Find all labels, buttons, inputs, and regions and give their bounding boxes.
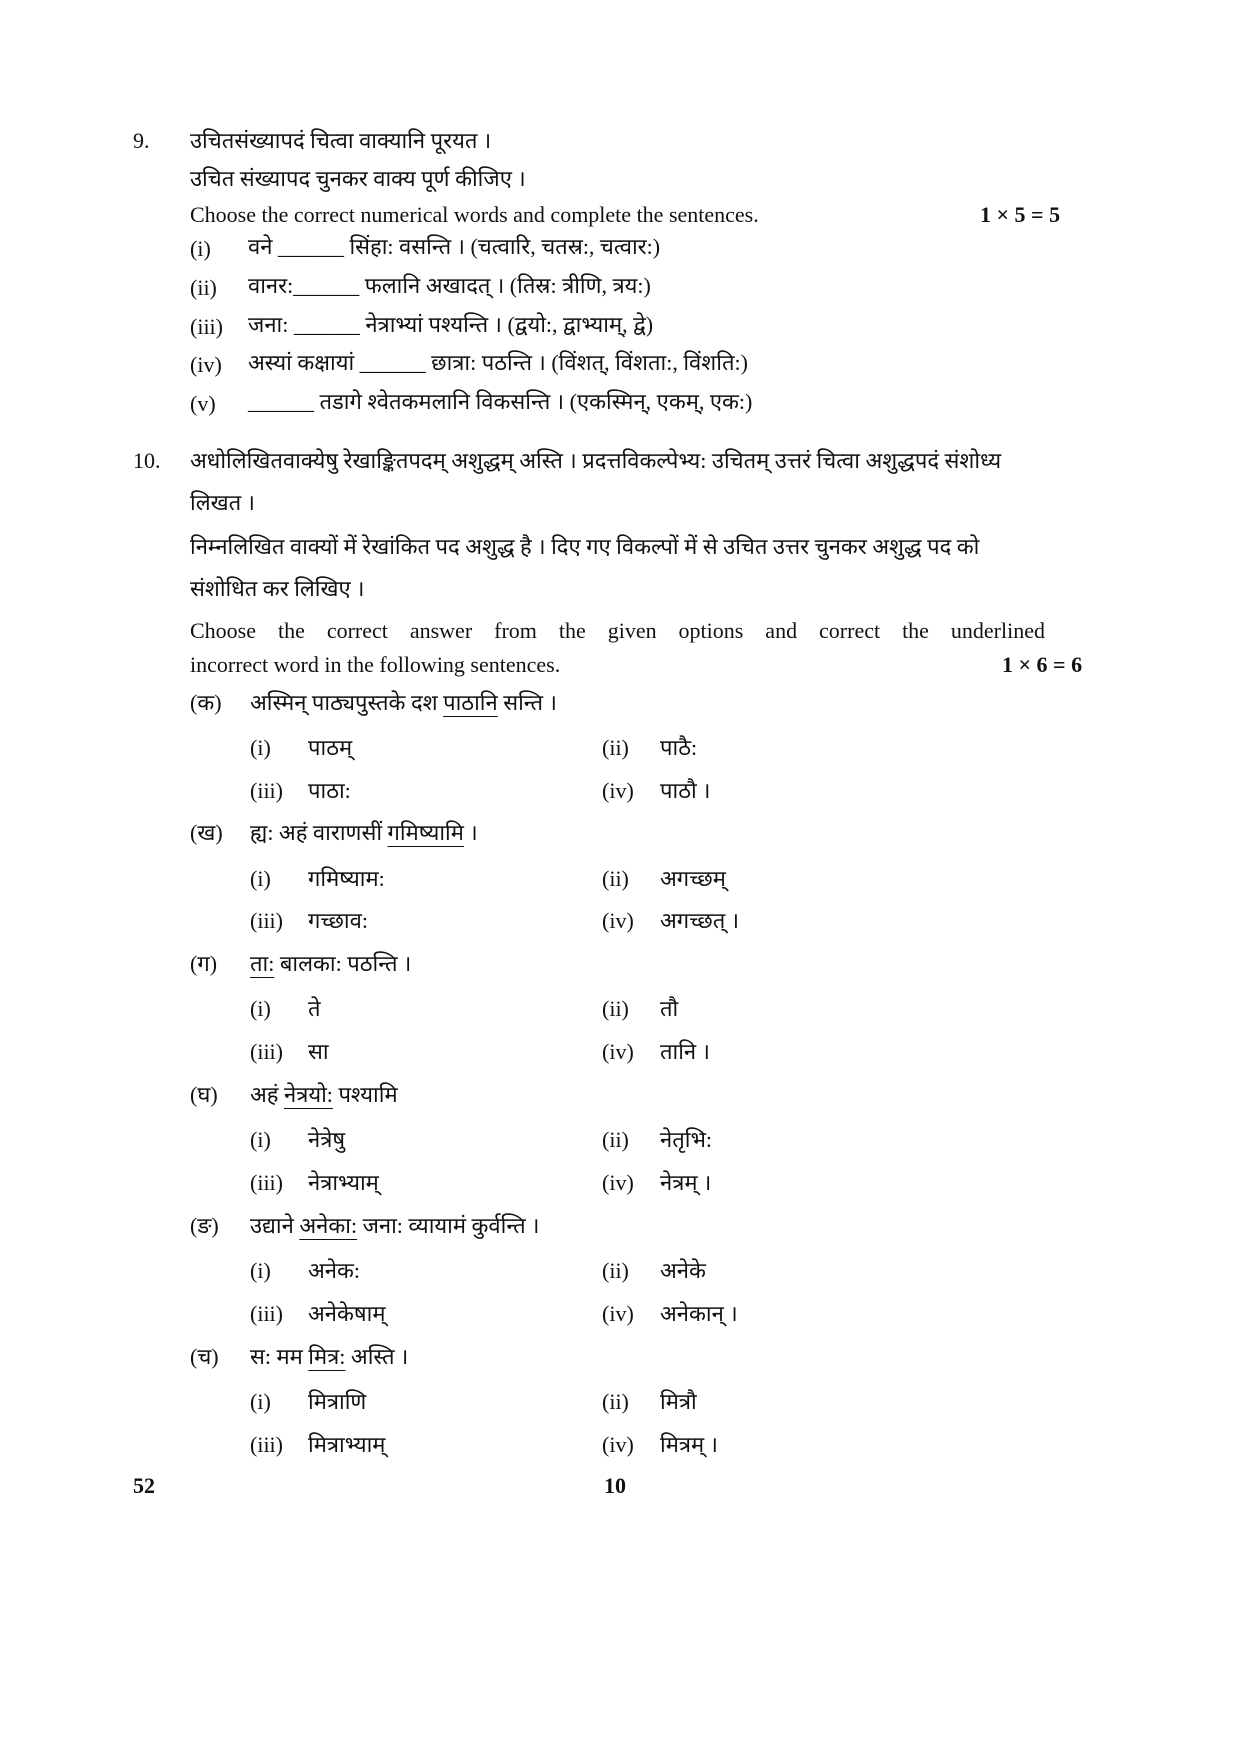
option-num: (iv) <box>602 1432 634 1457</box>
option-text: अनेक: <box>308 1258 361 1283</box>
q10-part-sentence: उद्याने अनेका: जना: व्यायामं कुर्वन्ति । <box>250 1213 540 1238</box>
option-num: (ii) <box>602 996 629 1021</box>
q10-marks: 1 × 6 = 6 <box>1002 652 1083 677</box>
q9-item-num: (ii) <box>190 275 217 300</box>
q9-item-num: (iii) <box>190 314 223 339</box>
q10-hindi-instruction: निम्नलिखित वाक्यों में रेखांकित पद अशुद्ध है । दिए गए विकल्पों में से उचित उत्तर चुनकर अशुद्ध पद को <box>190 534 980 559</box>
option-num: (iii) <box>250 1301 283 1326</box>
q9-item-num: (iv) <box>190 352 222 377</box>
q9-item-text: वानर:______ फलानि अखादत् । (तिस्र: त्रीणि, त्रय:) <box>248 273 651 298</box>
option-num: (ii) <box>602 735 629 760</box>
option-num: (i) <box>250 1127 271 1152</box>
q9-hindi-instruction: उचित संख्यापद चुनकर वाक्य पूर्ण कीजिए । <box>190 166 526 191</box>
option-text: नेत्रम् । <box>660 1170 712 1195</box>
q10-english-instruction-cont: incorrect word in the following sentences. <box>190 652 561 677</box>
q10-english-instruction: Choose the correct answer from the given options and correct the underlined <box>190 618 1045 643</box>
option-num: (iv) <box>602 778 634 803</box>
q10-part-letter: (क) <box>190 690 222 715</box>
q9-marks: 1 × 5 = 5 <box>980 202 1061 227</box>
q10-part-letter: (ख) <box>190 820 223 845</box>
q10-number: 10. <box>133 448 161 473</box>
option-text: गमिष्याम: <box>308 866 385 891</box>
option-text: अगच्छम् <box>660 866 726 891</box>
option-text: तानि । <box>660 1039 710 1064</box>
underlined-word: पाठानि <box>443 690 498 715</box>
q10-part-letter: (घ) <box>190 1082 218 1107</box>
option-text: मित्रौ <box>660 1389 697 1414</box>
underlined-word: नेत्रयो: <box>284 1082 333 1107</box>
option-num: (i) <box>250 866 271 891</box>
option-text: पाठम् <box>308 735 353 760</box>
q10-part-sentence: ता: बालका: पठन्ति । <box>250 951 412 976</box>
option-text: पाठै: <box>660 735 698 760</box>
q10-part-letter: (ङ) <box>190 1213 219 1238</box>
option-num: (ii) <box>602 1389 629 1414</box>
q9-item-text: वने ______ सिंहा: वसन्ति । (चत्वारि, चतस्र:, चत्वार:) <box>248 234 661 259</box>
option-num: (iii) <box>250 908 283 933</box>
option-text: मित्रम् । <box>660 1432 718 1457</box>
q9-item-text: ______ तडागे श्वेतकमलानि विकसन्ति । (एकस्मिन्, एकम्, एक:) <box>248 389 753 414</box>
option-text: नेत्रेषु <box>308 1127 346 1152</box>
option-num: (iii) <box>250 1039 283 1064</box>
option-num: (iii) <box>250 1432 283 1457</box>
page-code: 52 <box>133 1473 155 1498</box>
option-num: (i) <box>250 1389 271 1414</box>
option-text: अगच्छत् । <box>660 908 740 933</box>
option-text: पाठौ । <box>660 778 711 803</box>
option-text: अनेकेषाम् <box>308 1301 386 1326</box>
option-text: मित्राभ्याम् <box>308 1432 386 1457</box>
option-num: (iv) <box>602 1039 634 1064</box>
option-text: तौ <box>660 996 679 1021</box>
option-num: (iii) <box>250 1170 283 1195</box>
underlined-word: मित्र: <box>308 1344 346 1369</box>
q10-part-letter: (ग) <box>190 951 218 976</box>
q9-item-num: (v) <box>190 391 216 416</box>
option-text: नेतृभि: <box>660 1127 713 1152</box>
option-text: मित्राणि <box>308 1389 367 1414</box>
q9-sanskrit-instruction: उचितसंख्यापदं चित्वा वाक्यानि पूरयत । <box>190 128 492 153</box>
option-num: (iv) <box>602 1301 634 1326</box>
option-num: (iii) <box>250 778 283 803</box>
option-text: अनेकान् । <box>660 1301 738 1326</box>
option-num: (ii) <box>602 866 629 891</box>
option-text: गच्छाव: <box>308 908 368 933</box>
option-num: (iv) <box>602 908 634 933</box>
q10-sanskrit-instruction: अधोलिखितवाक्येषु रेखाङ्कितपदम् अशुद्धम् अस्ति । प्रदत्तविकल्पेभ्य: उचितम् उत्तरं चित्वा अशुद्धपदं संशोध्य <box>190 448 1002 473</box>
q10-part-sentence: स: मम मित्र: अस्ति । <box>250 1344 409 1369</box>
option-num: (i) <box>250 1258 271 1283</box>
q9-number: 9. <box>133 128 150 153</box>
underlined-word: अनेका: <box>299 1213 358 1238</box>
option-text: ते <box>308 996 321 1021</box>
q10-part-sentence: ह्य: अहं वाराणसीं गमिष्यामि । <box>250 820 478 845</box>
option-num: (i) <box>250 735 271 760</box>
option-text: नेत्राभ्याम् <box>308 1170 379 1195</box>
option-num: (iv) <box>602 1170 634 1195</box>
q10-part-sentence: अहं नेत्रयो: पश्यामि <box>250 1082 398 1107</box>
option-text: पाठा: <box>308 778 351 803</box>
underlined-word: ता: <box>250 951 275 976</box>
option-text: सा <box>308 1039 329 1064</box>
q10-part-letter: (च) <box>190 1344 219 1369</box>
q10-part-sentence: अस्मिन् पाठ्यपुस्तके दश पाठानि सन्ति । <box>250 690 557 715</box>
option-num: (i) <box>250 996 271 1021</box>
underlined-word: गमिष्यामि <box>387 820 464 845</box>
q10-hindi-instruction-cont: संशोधित कर लिखिए । <box>190 576 365 601</box>
q10-sanskrit-instruction-cont: लिखत । <box>190 490 255 515</box>
option-num: (ii) <box>602 1258 629 1283</box>
q9-item-text: अस्यां कक्षायां ______ छात्रा: पठन्ति । (विंशत्, विंशता:, विंशति:) <box>248 350 748 375</box>
q9-item-num: (i) <box>190 236 211 261</box>
option-text: अनेके <box>660 1258 706 1283</box>
option-num: (ii) <box>602 1127 629 1152</box>
q9-item-text: जना: ______ नेत्राभ्यां पश्यन्ति । (द्वयो:, द्वाभ्याम्, द्वे) <box>248 312 654 337</box>
q9-english-instruction: Choose the correct numerical words and complete the sentences. <box>190 202 759 227</box>
page-number: 10 <box>604 1473 626 1498</box>
